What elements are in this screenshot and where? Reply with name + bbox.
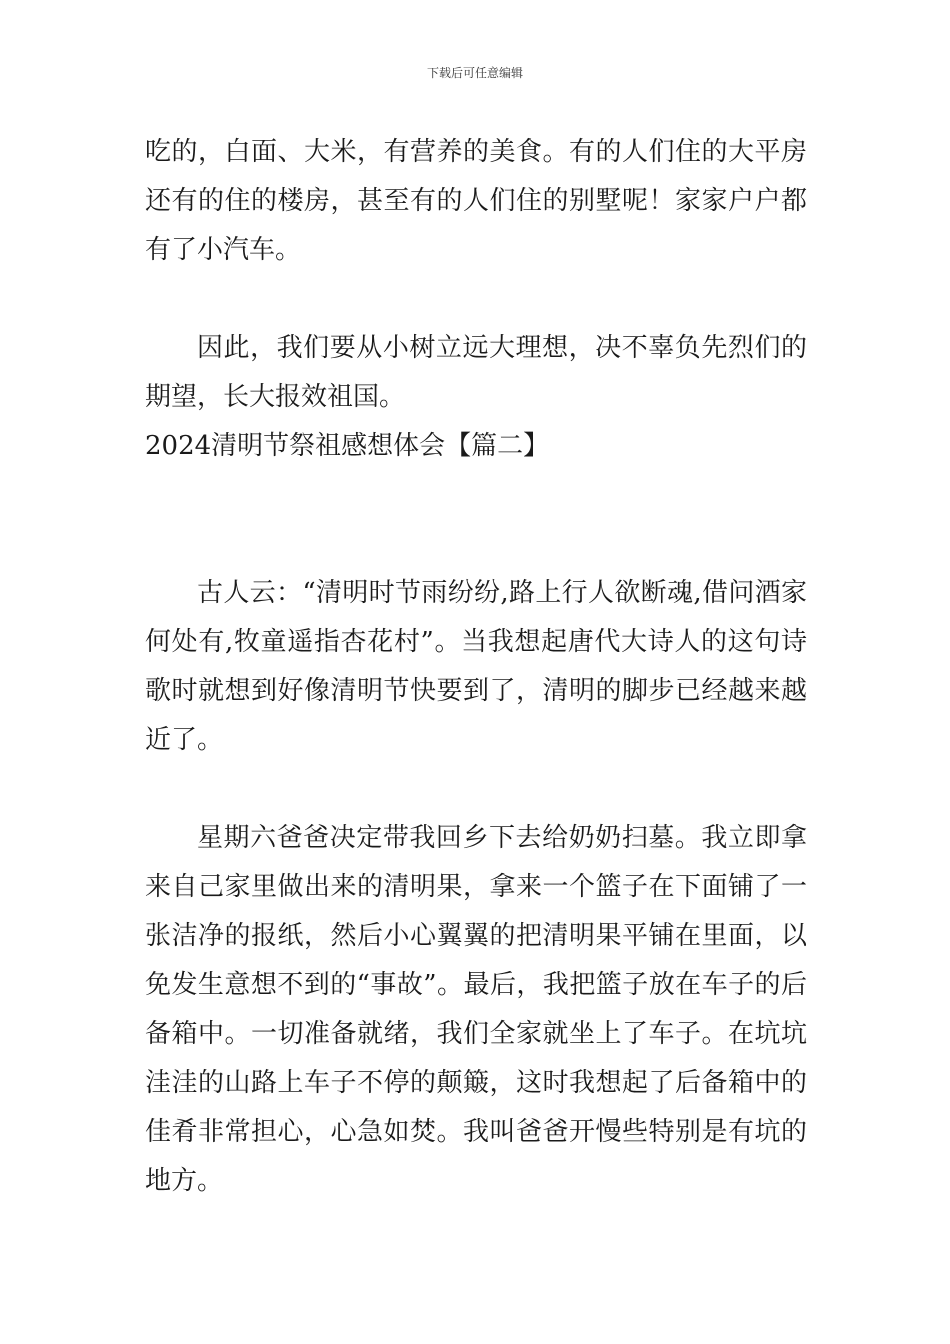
document-body (145, 128, 807, 1206)
paragraph-saturday: 星期六爸爸决定带我回乡下去给奶奶扫墓。我立即拿来自己家里做出来的清明果，拿来一个篮子在下面铺了一张洁净的报纸，然后小心翼翼的把清明果平铺在里面，以免发生意想不到的“事故”。最后，我把篮子放在车子的后备箱中。一切准备就绪，我们全家就坐上了车子。在坑坑洼洼的山路上车子不停的颠簸，这时我想起了后备箱中的佳肴非常担心，心急如焚。我叫爸爸开慢些特别是有坑的地方。 (145, 823, 807, 1196)
paragraph-poem-intro: 古人云：“清明时节雨纷纷,路上行人欲断魂,借问酒家何处有,牧童遥指杏花村”。当我想起唐代大诗人的这句诗歌时就想到好像清明节快要到了，清明的脚步已经越来越近了。 (145, 578, 807, 755)
paragraph-continued: 吃的，白面、大米，有营养的美食。有的人们住的大平房还有的住的楼房，甚至有的人们住的别墅呢！家家户户都有了小汽车。 (145, 137, 807, 265)
paragraph-spacer (145, 765, 807, 814)
paragraph-conclusion: 因此，我们要从小树立远大理想，决不辜负先烈们的期望，长大报效祖国。 (145, 333, 807, 412)
section-heading: 2024清明节祭祖感想体会【篇二】 (145, 431, 550, 461)
page-header-note: 下载后可任意编辑 (426, 66, 523, 80)
paragraph-spacer (145, 275, 807, 324)
section-spacer (145, 471, 807, 569)
